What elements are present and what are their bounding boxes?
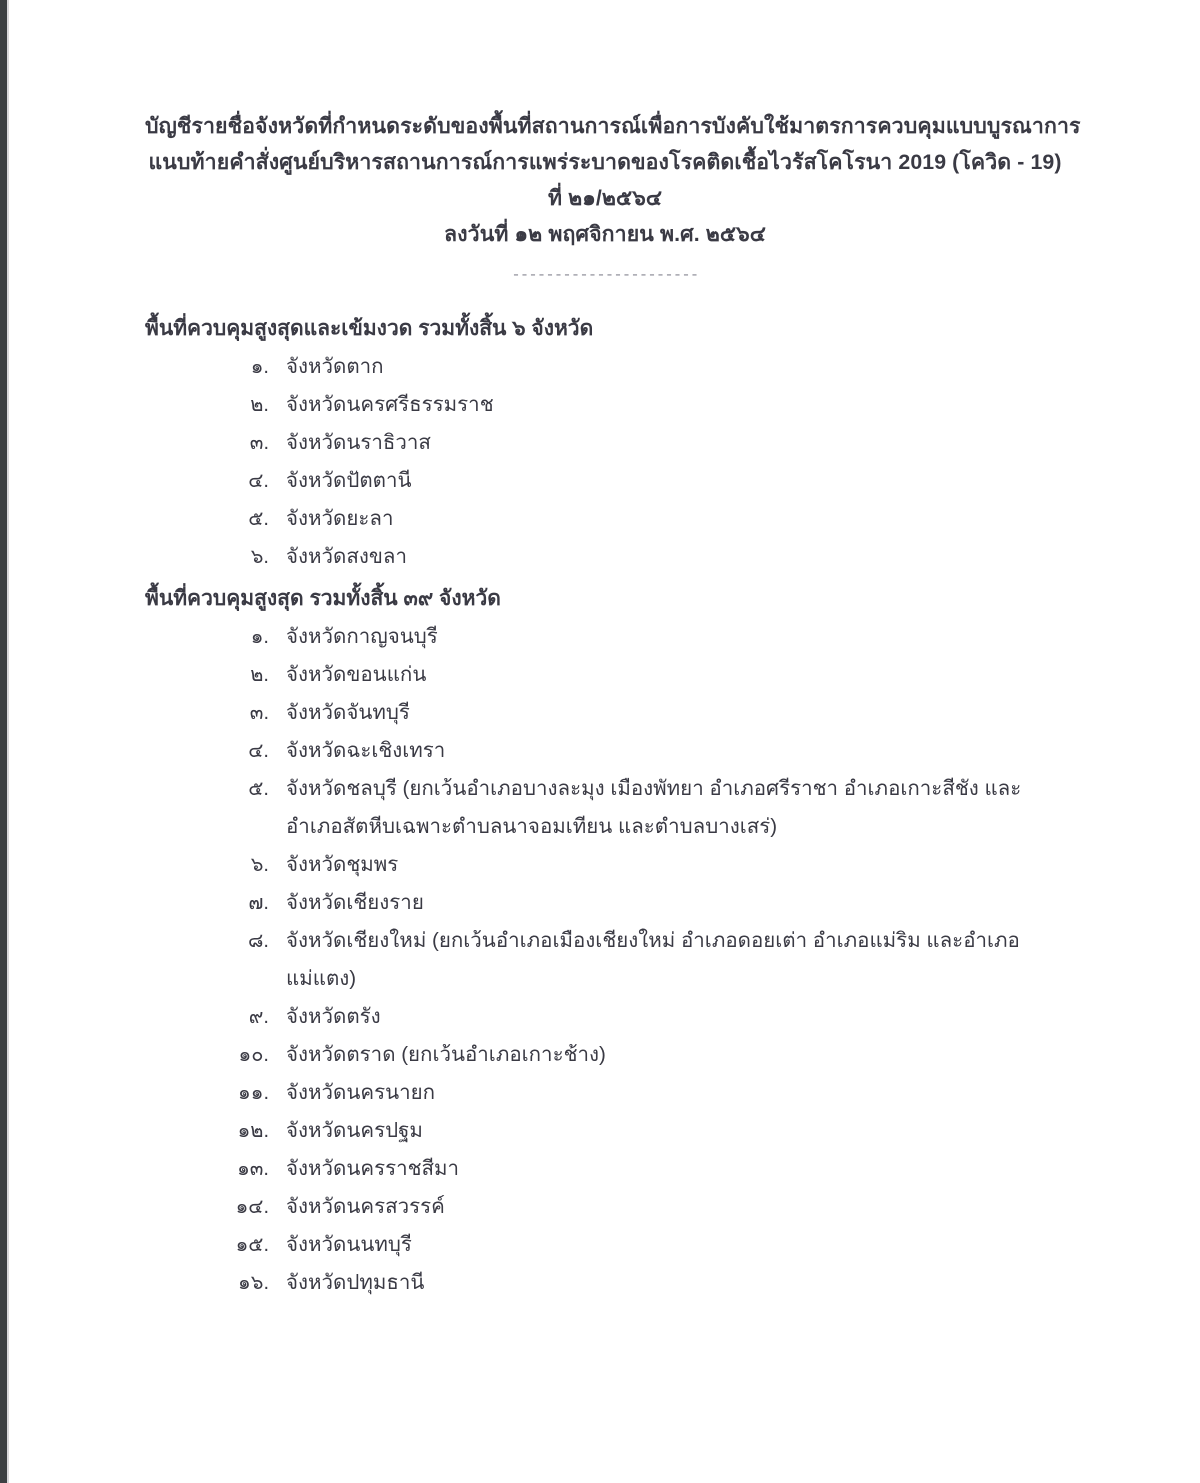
list-item [145,1150,1065,1188]
header-divider: ---------------------- [511,267,699,284]
document-header [145,108,1081,252]
list-item-number: ๓. [249,432,269,454]
list-item [145,1264,1065,1302]
list-item-label: จังหวัดสงขลา [286,545,407,568]
list-item-number: ๔. [248,470,269,492]
list-item-label: จังหวัดนครราชสีมา [286,1157,460,1180]
list-item-number: ๔. [248,740,269,762]
list-item [145,1226,1065,1264]
list-item [145,694,1065,732]
list-item-label: จังหวัดชลบุรี (ยกเว้นอำเภอบางละมุง เมืองพัทยา อำเภอศรีราชา อำเภอเกาะสีชัง และอำเภอสัตหีบเฉพาะตำบลนาจอมเทียน และตำบลบางเสร่) [286,777,1022,838]
list-item-label: จังหวัดฉะเชิงเทรา [286,739,446,762]
list-item-label: จังหวัดนนทบุรี [286,1233,412,1256]
list-item-number: ๖. [250,546,269,568]
list-item [145,884,1065,922]
list-item-number: ๑๕. [235,1234,269,1256]
list-item-label: จังหวัดนครศรีธรรมราช [286,393,494,416]
list-item-label: จังหวัดกาญจนบุรี [286,625,438,648]
list-item-label: จังหวัดตาก [286,355,384,378]
list-item-label: จังหวัดชุมพร [286,853,399,876]
list-item-number: ๙. [248,1006,269,1028]
list-item-label: จังหวัดนราธิวาส [286,431,431,454]
list-item-label: จังหวัดปทุมธานี [286,1271,425,1294]
list-item-number: ๒. [250,664,269,686]
list-item [145,846,1065,884]
list-item-number: ๑๑. [238,1082,269,1104]
province-list-1 [145,348,1065,576]
list-item-number: ๑. [250,626,269,648]
list-item [145,1074,1065,1112]
list-item [145,618,1065,656]
list-item-number: ๓. [249,702,269,724]
document-body [145,108,1081,1302]
list-item [145,462,1065,500]
list-item [145,1188,1065,1226]
section-title: พื้นที่ควบคุมสูงสุด รวมทั้งสิ้น ๓๙ จังหวัด [145,587,501,610]
list-item-number: ๑๐. [238,1044,269,1066]
list-item-number: ๕. [248,508,269,530]
list-item-label: จังหวัดเชียงราย [286,891,424,914]
header-date: ลงวันที่ ๑๒ พฤศจิกายน พ.ศ. ๒๕๖๔ [444,222,766,246]
list-item-label: จังหวัดตรัง [286,1005,381,1028]
list-item-number: ๗. [248,892,269,914]
header-line-2: แนบท้ายคำสั่งศูนย์บริหารสถานการณ์การแพร่ระบาดของโรคติดเชื้อไวรัสโคโรนา 2019 (โควิด - 19) [148,150,1062,174]
list-item [145,424,1065,462]
list-item-label: จังหวัดตราด (ยกเว้นอำเภอเกาะช้าง) [286,1043,606,1066]
list-item-label: จังหวัดปัตตานี [286,469,412,492]
list-item-number: ๑๒. [237,1120,269,1142]
header-order-number: ที่ ๒๑/๒๕๖๔ [547,186,663,210]
list-item [145,922,1065,998]
list-item-label: จังหวัดนครนายก [286,1081,436,1104]
viewer-left-edge [0,0,7,1483]
province-list-2 [145,618,1065,1302]
section-highest-control [145,582,1065,1302]
list-item [145,386,1065,424]
list-item-number: ๒. [250,394,269,416]
header-line-1: บัญชีรายชื่อจังหวัดที่กำหนดระดับของพื้นที่สถานการณ์เพื่อการบังคับใช้มาตรการควบคุมแบบบูรณาการ [145,114,1081,138]
list-item [145,1112,1065,1150]
section-strictest-control [145,312,1065,576]
list-item-label: จังหวัดนครสวรรค์ [286,1195,445,1218]
list-item-number: ๖. [250,854,269,876]
list-item-number: ๑๔. [235,1196,269,1218]
list-item-number: ๑๖. [238,1272,269,1294]
list-item-label: จังหวัดยะลา [286,507,394,530]
list-item [145,998,1065,1036]
list-item-number: ๘. [248,930,269,952]
section-title: พื้นที่ควบคุมสูงสุดและเข้มงวด รวมทั้งสิ้น ๖ จังหวัด [145,317,594,340]
list-item-label: จังหวัดนครปฐม [286,1119,423,1142]
list-item [145,1036,1065,1074]
list-item-number: ๑. [250,356,269,378]
list-item-label: จังหวัดจันทบุรี [286,701,410,724]
list-item [145,500,1065,538]
list-item [145,770,1065,846]
list-item [145,538,1065,576]
list-item [145,732,1065,770]
document-page [9,0,1200,1483]
list-item-label: จังหวัดขอนแก่น [286,663,427,686]
list-item-number: ๕. [248,778,269,800]
list-item-label: จังหวัดเชียงใหม่ (ยกเว้นอำเภอเมืองเชียงใหม่ อำเภอดอยเต่า อำเภอแม่ริม และอำเภอแม่แตง) [286,929,1020,990]
list-item-number: ๑๓. [237,1158,269,1180]
list-item [145,656,1065,694]
list-item [145,348,1065,386]
